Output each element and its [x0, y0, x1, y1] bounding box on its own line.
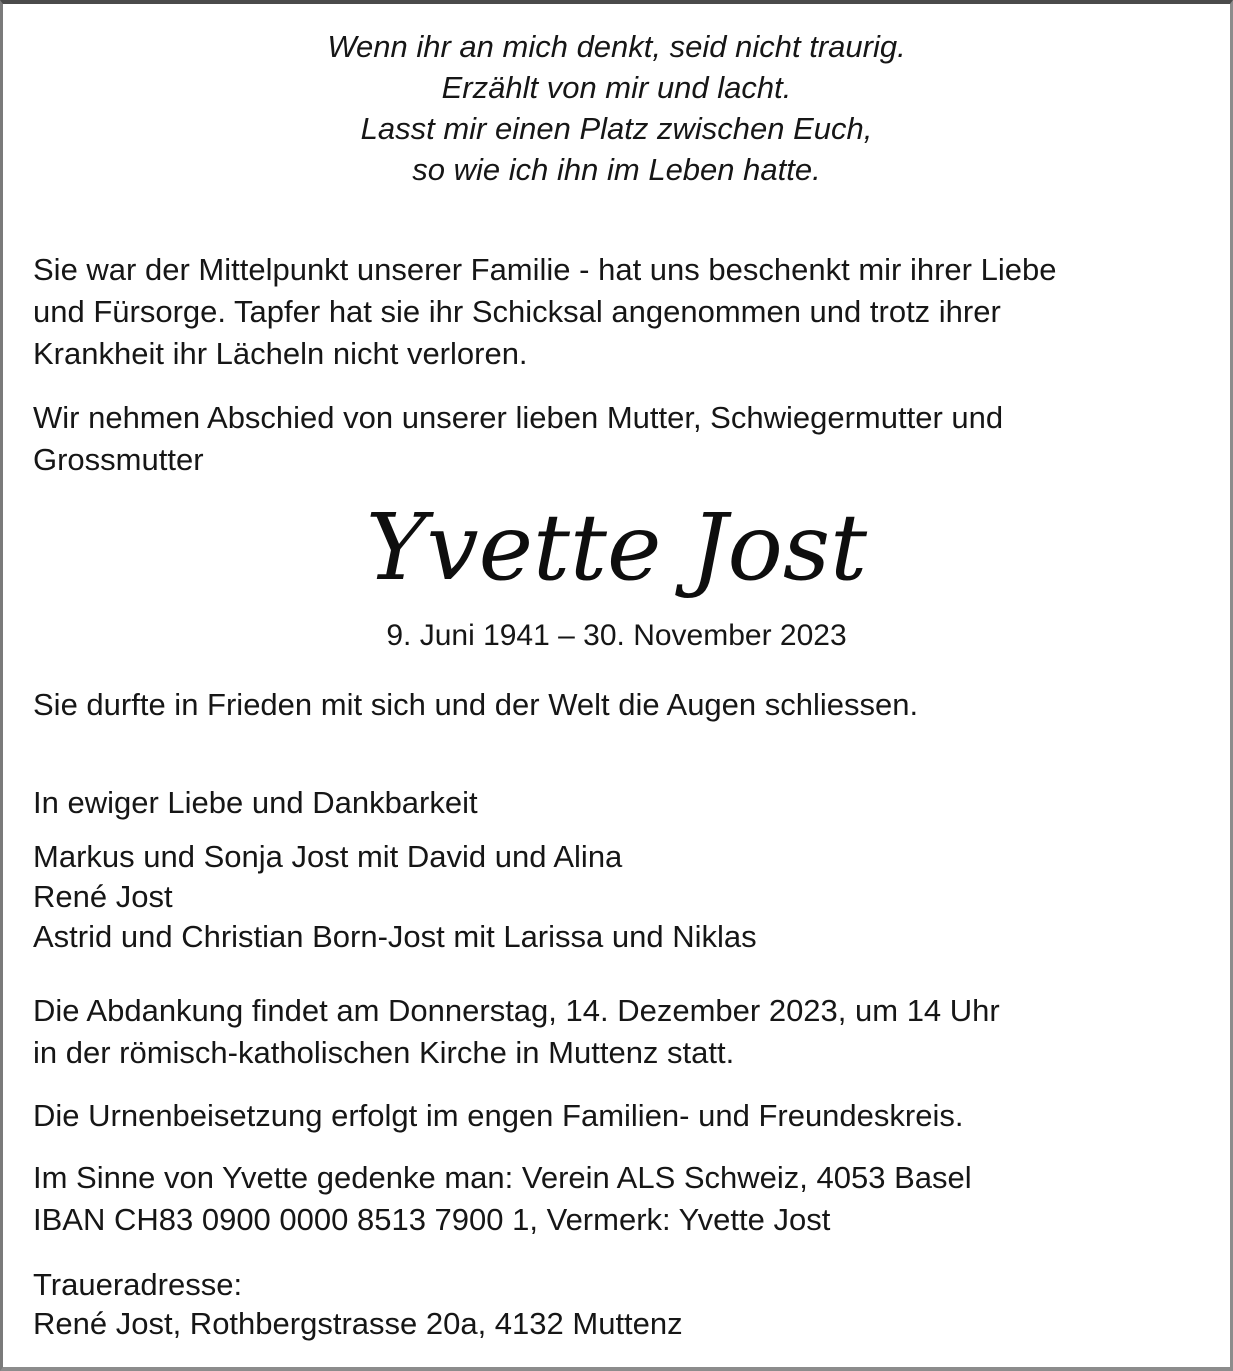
farewell-line: Grossmutter — [33, 442, 204, 477]
deceased-name: Yvette Jost — [365, 494, 868, 601]
donation-iban-line: IBAN CH83 0900 0000 8513 7900 1, Vermerk: Yvette Jost — [33, 1202, 831, 1237]
peace-line-text: Sie durfte in Frieden mit sich und der Welt die Augen schliessen. — [33, 687, 919, 722]
mourning-address-label: Traueradresse: — [33, 1267, 243, 1302]
farewell-paragraph — [33, 397, 1185, 481]
poem-line: so wie ich ihn im Leben hatte. — [412, 152, 821, 187]
intro-paragraph — [33, 249, 1185, 375]
farewell-line: Wir nehmen Abschied von unserer lieben Mutter, Schwiegermutter und — [33, 400, 1004, 435]
burial-line-text: Die Urnenbeisetzung erfolgt im engen Familien- und Freundeskreis. — [33, 1098, 964, 1133]
family-line: Markus und Sonja Jost mit David und Alina — [33, 839, 623, 874]
intro-line: und Fürsorge. Tapfer hat sie ihr Schicksal angenommen und trotz ihrer — [33, 294, 1001, 329]
service-line: in der römisch-katholischen Kirche in Muttenz statt. — [33, 1035, 735, 1070]
mourning-address-line: René Jost, Rothbergstrasse 20a, 4132 Muttenz — [33, 1306, 683, 1341]
mourning-address — [33, 1265, 1185, 1343]
intro-line: Krankheit ihr Lächeln nicht verloren. — [33, 336, 528, 371]
service-line: Die Abdankung findet am Donnerstag, 14. Dezember 2023, um 14 Uhr — [33, 993, 1000, 1028]
burial-line — [33, 1095, 1185, 1137]
poem-line: Wenn ihr an mich denkt, seid nicht traurig. — [327, 29, 906, 64]
peace-line — [33, 684, 1185, 726]
family-line: René Jost — [33, 879, 173, 914]
poem-line: Erzählt von mir und lacht. — [441, 70, 792, 105]
life-dates: 9. Juni 1941 – 30. November 2023 — [386, 619, 847, 652]
poem-line: Lasst mir einen Platz zwischen Euch, — [360, 111, 873, 146]
gratitude-line — [33, 782, 1185, 824]
intro-line: Sie war der Mittelpunkt unserer Familie - hat uns beschenkt mir ihrer Liebe — [33, 252, 1057, 287]
memorial-poem — [3, 26, 1230, 190]
family-line: Astrid und Christian Born-Jost mit Larissa und Niklas — [33, 919, 757, 954]
family-list — [33, 837, 1185, 957]
donation-line: Im Sinne von Yvette gedenke man: Verein ALS Schweiz, 4053 Basel — [33, 1160, 972, 1195]
donation-paragraph — [33, 1157, 1185, 1241]
service-paragraph — [33, 990, 1185, 1074]
gratitude-line-text: In ewiger Liebe und Dankbarkeit — [33, 785, 478, 820]
